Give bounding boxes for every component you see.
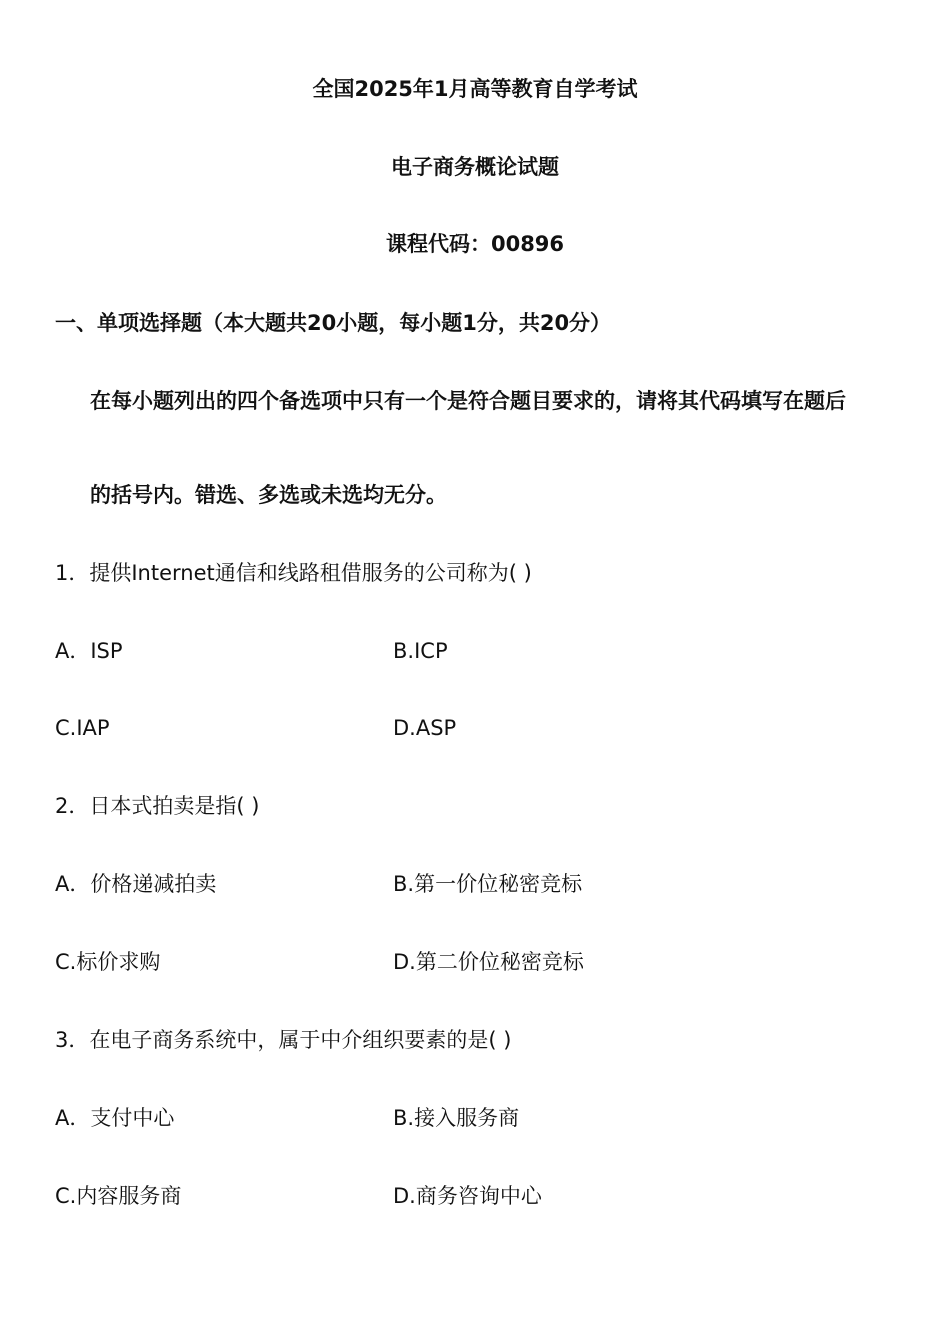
option-c: C.IAP [55,716,110,740]
option-c: C.内容服务商 [55,1184,182,1208]
option-d: D.商务咨询中心 [393,1184,542,1208]
section-heading: 一、单项选择题（本大题共20小题，每小题1分，共20分） [55,311,612,335]
subject-title: 电子商务概论试题 [391,155,559,179]
question-stem: 2．日本式拍卖是指( ) [55,794,260,818]
course-code: 课程代码：00896 [385,232,565,256]
instruction-line-2: 的括号内。错选、多选或未选均无分。 [90,483,447,507]
option-a: A．价格递减拍卖 [55,872,217,896]
option-a: A．ISP [55,639,123,663]
option-b: B.第一价位秘密竞标 [393,872,583,896]
option-b: B.接入服务商 [393,1106,520,1130]
option-d: D.第二价位秘密竞标 [393,950,584,974]
option-d: D.ASP [393,716,457,740]
option-c: C.标价求购 [55,950,161,974]
instruction-line-1: 在每小题列出的四个备选项中只有一个是符合题目要求的，请将其代码填写在题后 [90,389,846,413]
question-stem: 1．提供Internet通信和线路租借服务的公司称为( ) [55,561,532,585]
exam-title: 全国2025年1月高等教育自学考试 [312,77,638,101]
question-stem: 3．在电子商务系统中，属于中介组织要素的是( ) [55,1028,512,1052]
option-b: B.ICP [393,639,448,663]
option-a: A．支付中心 [55,1106,175,1130]
